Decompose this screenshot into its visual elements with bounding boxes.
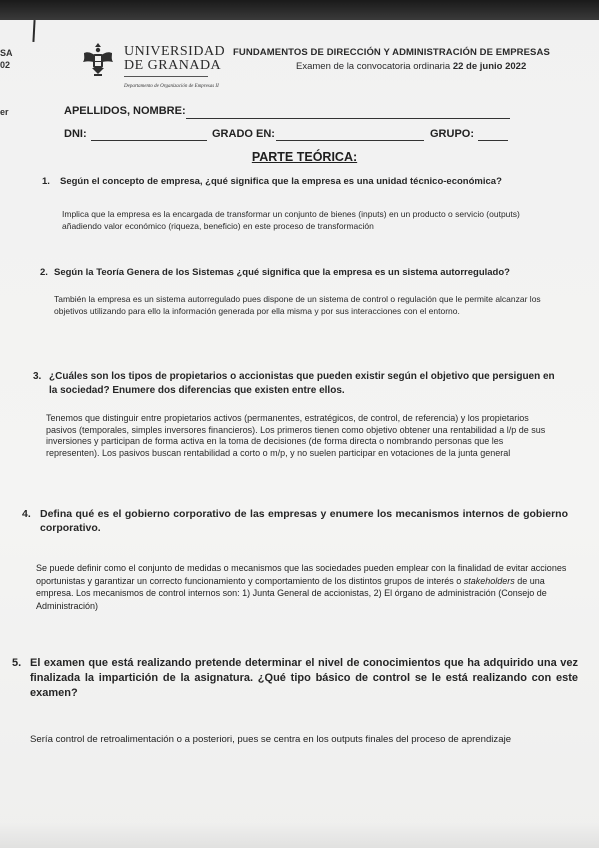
question-number: 4.	[22, 508, 31, 520]
header-rule	[124, 76, 208, 77]
photo-bottom-edge	[0, 822, 599, 848]
question-number: 1.	[42, 176, 50, 187]
edge-fragment: SA	[0, 48, 13, 58]
grupo-field-line[interactable]	[478, 140, 508, 141]
pen-mark	[32, 20, 35, 42]
question-text: El examen que está realizando pretende determinar el nivel de conocimientos que ha adquirido una vez finalizada la impartición de la asignatura. ¿Qué tipo básico de control se le está realizando con este examen?	[30, 657, 578, 699]
dni-label: DNI:	[64, 128, 87, 140]
answer-3: Tenemos que distinguir entre propietarios activos (permanentes, estratégicos, de control, de referencia) y los propietarios pasivos (temporales, simples inversores financieros). Los primeros tienen como objetivo obtener una rentabilidad a l/p de sus inversiones y participan de forma activa en la toma de decisiones (de forma directa o nombrando personas que les representen). Los pasivos buscan rentabilidad a corto o m/p, y no suelen participar en votaciones de la junta general	[46, 413, 546, 459]
question-3	[33, 370, 557, 397]
dni-field-line[interactable]	[91, 140, 207, 141]
question-2	[40, 266, 540, 279]
question-1	[42, 175, 532, 188]
question-text: Según la Teoría Genera de los Sistemas ¿qué significa que la empresa es un sistema autorregulado?	[54, 267, 510, 278]
grado-label: GRADO EN:	[212, 128, 275, 140]
exam-prefix: Examen de la convocatoria ordinaria	[296, 61, 453, 72]
question-text: ¿Cuáles son los tipos de propietarios o accionistas que pueden existir según el objetivo que persiguen en la sociedad? Enumere dos diferencias que existen entre ellos.	[49, 371, 555, 396]
answer-1: Implica que la empresa es la encargada de transformar un conjunto de bienes (inputs) en un producto o servicio (outputs) añadiendo valor económico (riqueza, beneficio) en este proceso de transformación	[62, 209, 520, 231]
photo-top-edge	[0, 0, 599, 20]
exam-date: 22 de junio 2022	[452, 61, 527, 72]
section-title-text: PARTE TEÓRICA:	[251, 150, 358, 164]
question-5	[12, 656, 578, 701]
edge-fragment: er	[0, 107, 9, 117]
answer-4-text: Se puede definir como el conjunto de medidas o mecanismos que las sociedades pueden emplear con la finalidad de evitar acciones oportunistas y garantizar un correcto funcionamiento y comportamiento de los distintos grupos de interés o	[36, 563, 567, 586]
university-name-line2: DE GRANADA	[124, 58, 222, 73]
question-text: Defina qué es el gobierno corporativo de las empresas y enumere los mecanismos internos de gobierno corporativo.	[40, 508, 568, 534]
name-field-line[interactable]	[186, 118, 510, 119]
answer-4-text-end: de una empresa. Los mecanismos de control internos son: 1) Junta General de accionistas, 2) El órgano de administración (Consejo de Administración)	[36, 575, 547, 611]
edge-fragment: 02	[0, 60, 11, 70]
question-text: Según el concepto de empresa, ¿qué significa que la empresa es una unidad técnico-económica?	[60, 176, 502, 187]
answer-2: También la empresa es un sistema autorregulado pues dispone de un sistema de control o regulación que le permite alcanzar los objetivos utilizando para ello la información generada por ella misma y por sus interacciones con el entorno.	[54, 294, 541, 316]
exam-subtitle	[296, 61, 526, 72]
university-name-line1: UNIVERSIDAD	[124, 44, 226, 59]
question-number: 5.	[12, 657, 22, 669]
answer-4-italic: stakeholders	[463, 575, 515, 586]
question-4	[22, 507, 568, 535]
grupo-label: GRUPO:	[430, 128, 474, 140]
university-crest-icon	[80, 41, 116, 79]
answer-5: Sería control de retroalimentación o a posteriori, pues se centra en los outputs finales del proceso de aprendizaje	[30, 734, 512, 745]
department-name: Departamento de Organización de Empresas II	[124, 84, 219, 89]
question-number: 2.	[40, 267, 48, 278]
question-number: 3.	[33, 371, 42, 382]
grado-field-line[interactable]	[276, 140, 424, 141]
course-title: FUNDAMENTOS DE DIRECCIÓN Y ADMINISTRACIÓN DE EMPRESAS	[233, 47, 550, 58]
section-title	[0, 150, 599, 164]
name-label: APELLIDOS, NOMBRE:	[64, 105, 186, 117]
answer-4	[36, 562, 570, 612]
